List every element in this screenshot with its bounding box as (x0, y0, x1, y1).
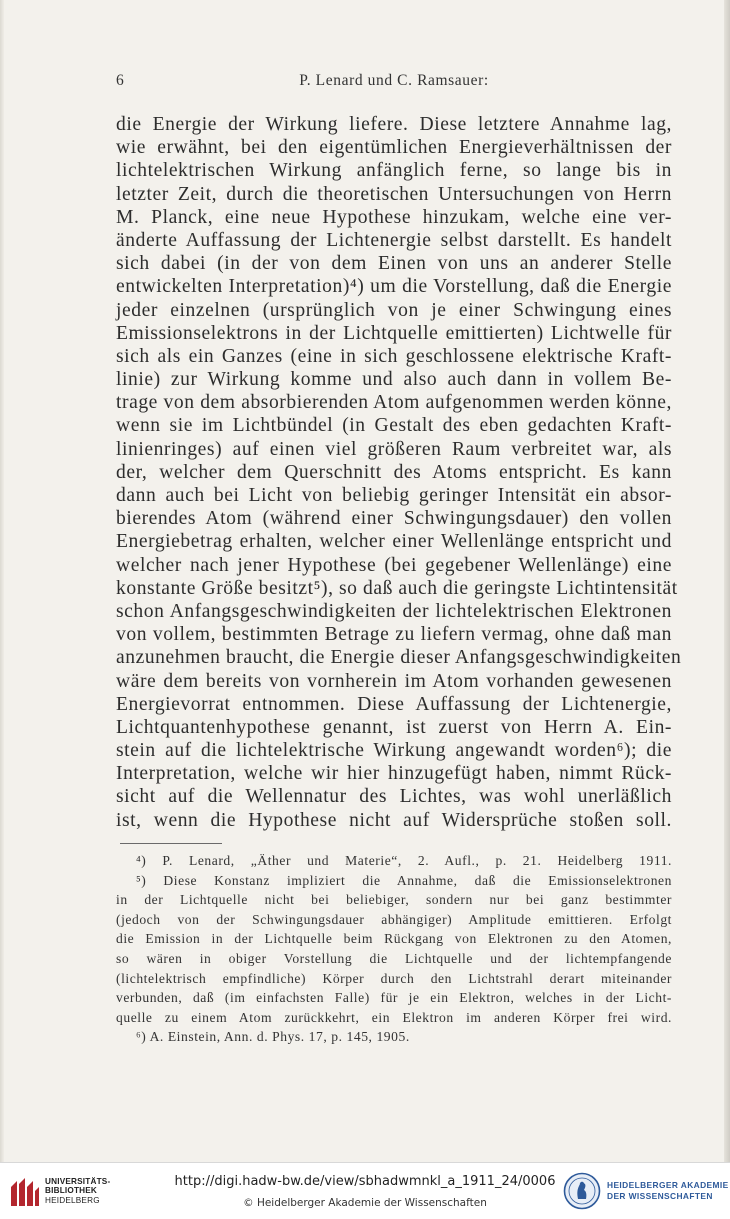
body-line: Energiebetrag erhalten, welcher einer Wellenlänge entspricht und (116, 531, 672, 553)
body-line: Energievorrat entnommen. Diese Auffassung der Lichtenergie, (116, 693, 672, 715)
body-line: ist, wenn die Hypothese nicht auf Widersprüche stoßen soll. (116, 809, 672, 831)
body-line: von vollem, bestimmten Betrage zu liefern vermag, ohne daß man (116, 624, 672, 646)
body-line: Emissionselektrons in der Lichtquelle emittierten) Lichtwelle für (116, 322, 672, 344)
footnote-line: die Emission in der Lichtquelle beim Rückgang von Elektronen zu den Atomen, (116, 931, 672, 947)
body-line: Interpretation, welche wir hier hinzugefügt haben, nimmt Rück- (116, 763, 672, 785)
footnote-line: so wären in obiger Vorstellung die Lichtquelle und der lichtempfangende (116, 950, 672, 966)
body-line: die Energie der Wirkung liefere. Diese letztere Annahme lag, (116, 114, 672, 135)
library-line: UNIVERSITÄTS- (45, 1177, 111, 1186)
academy-line: HEIDELBERGER AKADEMIE (607, 1180, 729, 1190)
footnotes (116, 851, 672, 1047)
body-line: stein auf die lichtelektrische Wirkung angewandt worden⁶); die (116, 740, 672, 762)
body-text (116, 113, 682, 832)
permalink-url[interactable]: http://digi.hadw-bw.de/view/sbhadwmnkl_a_1911_24/0006 (174, 1174, 556, 1189)
body-line: sicht auf die Wellennatur des Lichtes, was wohl unerläßlich (116, 786, 672, 808)
body-line: jeder einzelnen (ursprünglich von je einer Schwingung eines (116, 299, 672, 321)
footnote-line: quelle zu einem Atom zurückkehrt, ein Elektron im anderen Körper frei wird. (116, 1009, 672, 1025)
page-left-edge (0, 0, 4, 1162)
body-line: wäre dem bereits von vornherein im Atom vorhanden gewesenen (116, 670, 672, 692)
body-line: linie) zur Wirkung komme und also auch dann in vollem Be- (116, 369, 672, 391)
running-head: P. Lenard und C. Ramsauer: (299, 72, 489, 89)
footnote-line: ⁴) P. Lenard, „Äther und Materie“, 2. Aufl., p. 21. Heidelberg 1911. (136, 853, 672, 868)
body-line: anzunehmen braucht, die Energie dieser Anfangsgeschwindigkeiten (116, 647, 682, 669)
body-line: änderte Auffassung der Lichtenergie selbst darstellt. Es handelt (116, 229, 672, 251)
body-line: welcher nach jener Hypothese (bei gegebener Wellenlänge) eine (116, 554, 672, 576)
body-line: bierendes Atom (während einer Schwingungsdauer) den vollen (116, 508, 672, 530)
body-line: schon Anfangsgeschwindigkeiten der lichtelektrischen Elektronen (116, 600, 672, 622)
copyright-notice: © Heidelberger Akademie der Wissenschaften (243, 1197, 487, 1209)
page-header (116, 72, 672, 94)
footnote-line: (lichtelektrisch empfindliche) Körper durch den Lichtstrahl derart miteinander (116, 970, 672, 986)
academy-seal-icon[interactable] (563, 1172, 601, 1210)
footnote-line: ⁶) A. Einstein, Ann. d. Phys. 17, p. 145, 1905. (136, 1029, 410, 1045)
academy-line: DER WISSENSCHAFTEN (607, 1191, 713, 1201)
body-line: sich dabei (in der von dem Einen von uns an anderer Stelle (116, 253, 672, 275)
library-line: HEIDELBERG (45, 1195, 100, 1205)
body-line: M. Planck, eine neue Hypothese hinzukam, welche eine ver- (116, 206, 672, 228)
body-line: dann auch bei Licht von beliebig geringer Intensität ein absor- (116, 485, 672, 506)
library-line: BIBLIOTHEK (45, 1186, 98, 1196)
academy-name[interactable] (607, 1180, 729, 1202)
body-line: wie erwähnt, bei den eigentümlichen Energieverhältnissen der (116, 137, 672, 159)
body-line: sich als ein Ganzes (eine in sich geschlossene elektrische Kraft- (116, 345, 672, 367)
body-line: konstante Größe besitzt⁵), so daß auch die geringste Lichtintensität (116, 577, 678, 599)
footnote-line: ⁵) Diese Konstanz impliziert die Annahme, daß die Emissionselektronen (136, 872, 672, 888)
page-number: 6 (116, 72, 124, 89)
body-line: linienringes) auf einen viel größeren Raum verbreitet war, als (116, 438, 672, 460)
viewer-footer (0, 1162, 730, 1219)
footnote-line: (jedoch von der Schwingungsdauer abhängiger) Amplitude emittieren. Erfolgt (116, 911, 672, 927)
footnote-line: verbunden, daß (im einfachsten Falle) für je ein Elektron, welches in der Licht- (116, 990, 672, 1006)
body-line: trage von dem absorbierenden Atom aufgenommen werden könne, (116, 392, 672, 414)
body-line: entwickelten Interpretation)⁴) um die Vorstellung, daß die Energie (116, 276, 672, 298)
body-line: letzter Zeit, durch die theoretischen Untersuchungen von Herrn (116, 183, 672, 205)
footnote-line: in der Lichtquelle nicht bei beliebiger, sondern nur bei ganz bestimmter (116, 892, 672, 908)
footnote-rule (120, 843, 222, 844)
page-right-edge (724, 0, 730, 1162)
body-line: lichtelektrischen Wirkung anfänglich ferne, so lange bis in (116, 160, 672, 182)
body-line: Lichtquantenhypothese genannt, ist zuerst von Herrn A. Ein- (116, 716, 672, 738)
body-line: der, welcher dem Querschnitt des Atoms entspricht. Es kann (116, 461, 672, 483)
body-line: wenn sie im Lichtbündel (in Gestalt des eben gedachten Kraft- (116, 415, 672, 437)
